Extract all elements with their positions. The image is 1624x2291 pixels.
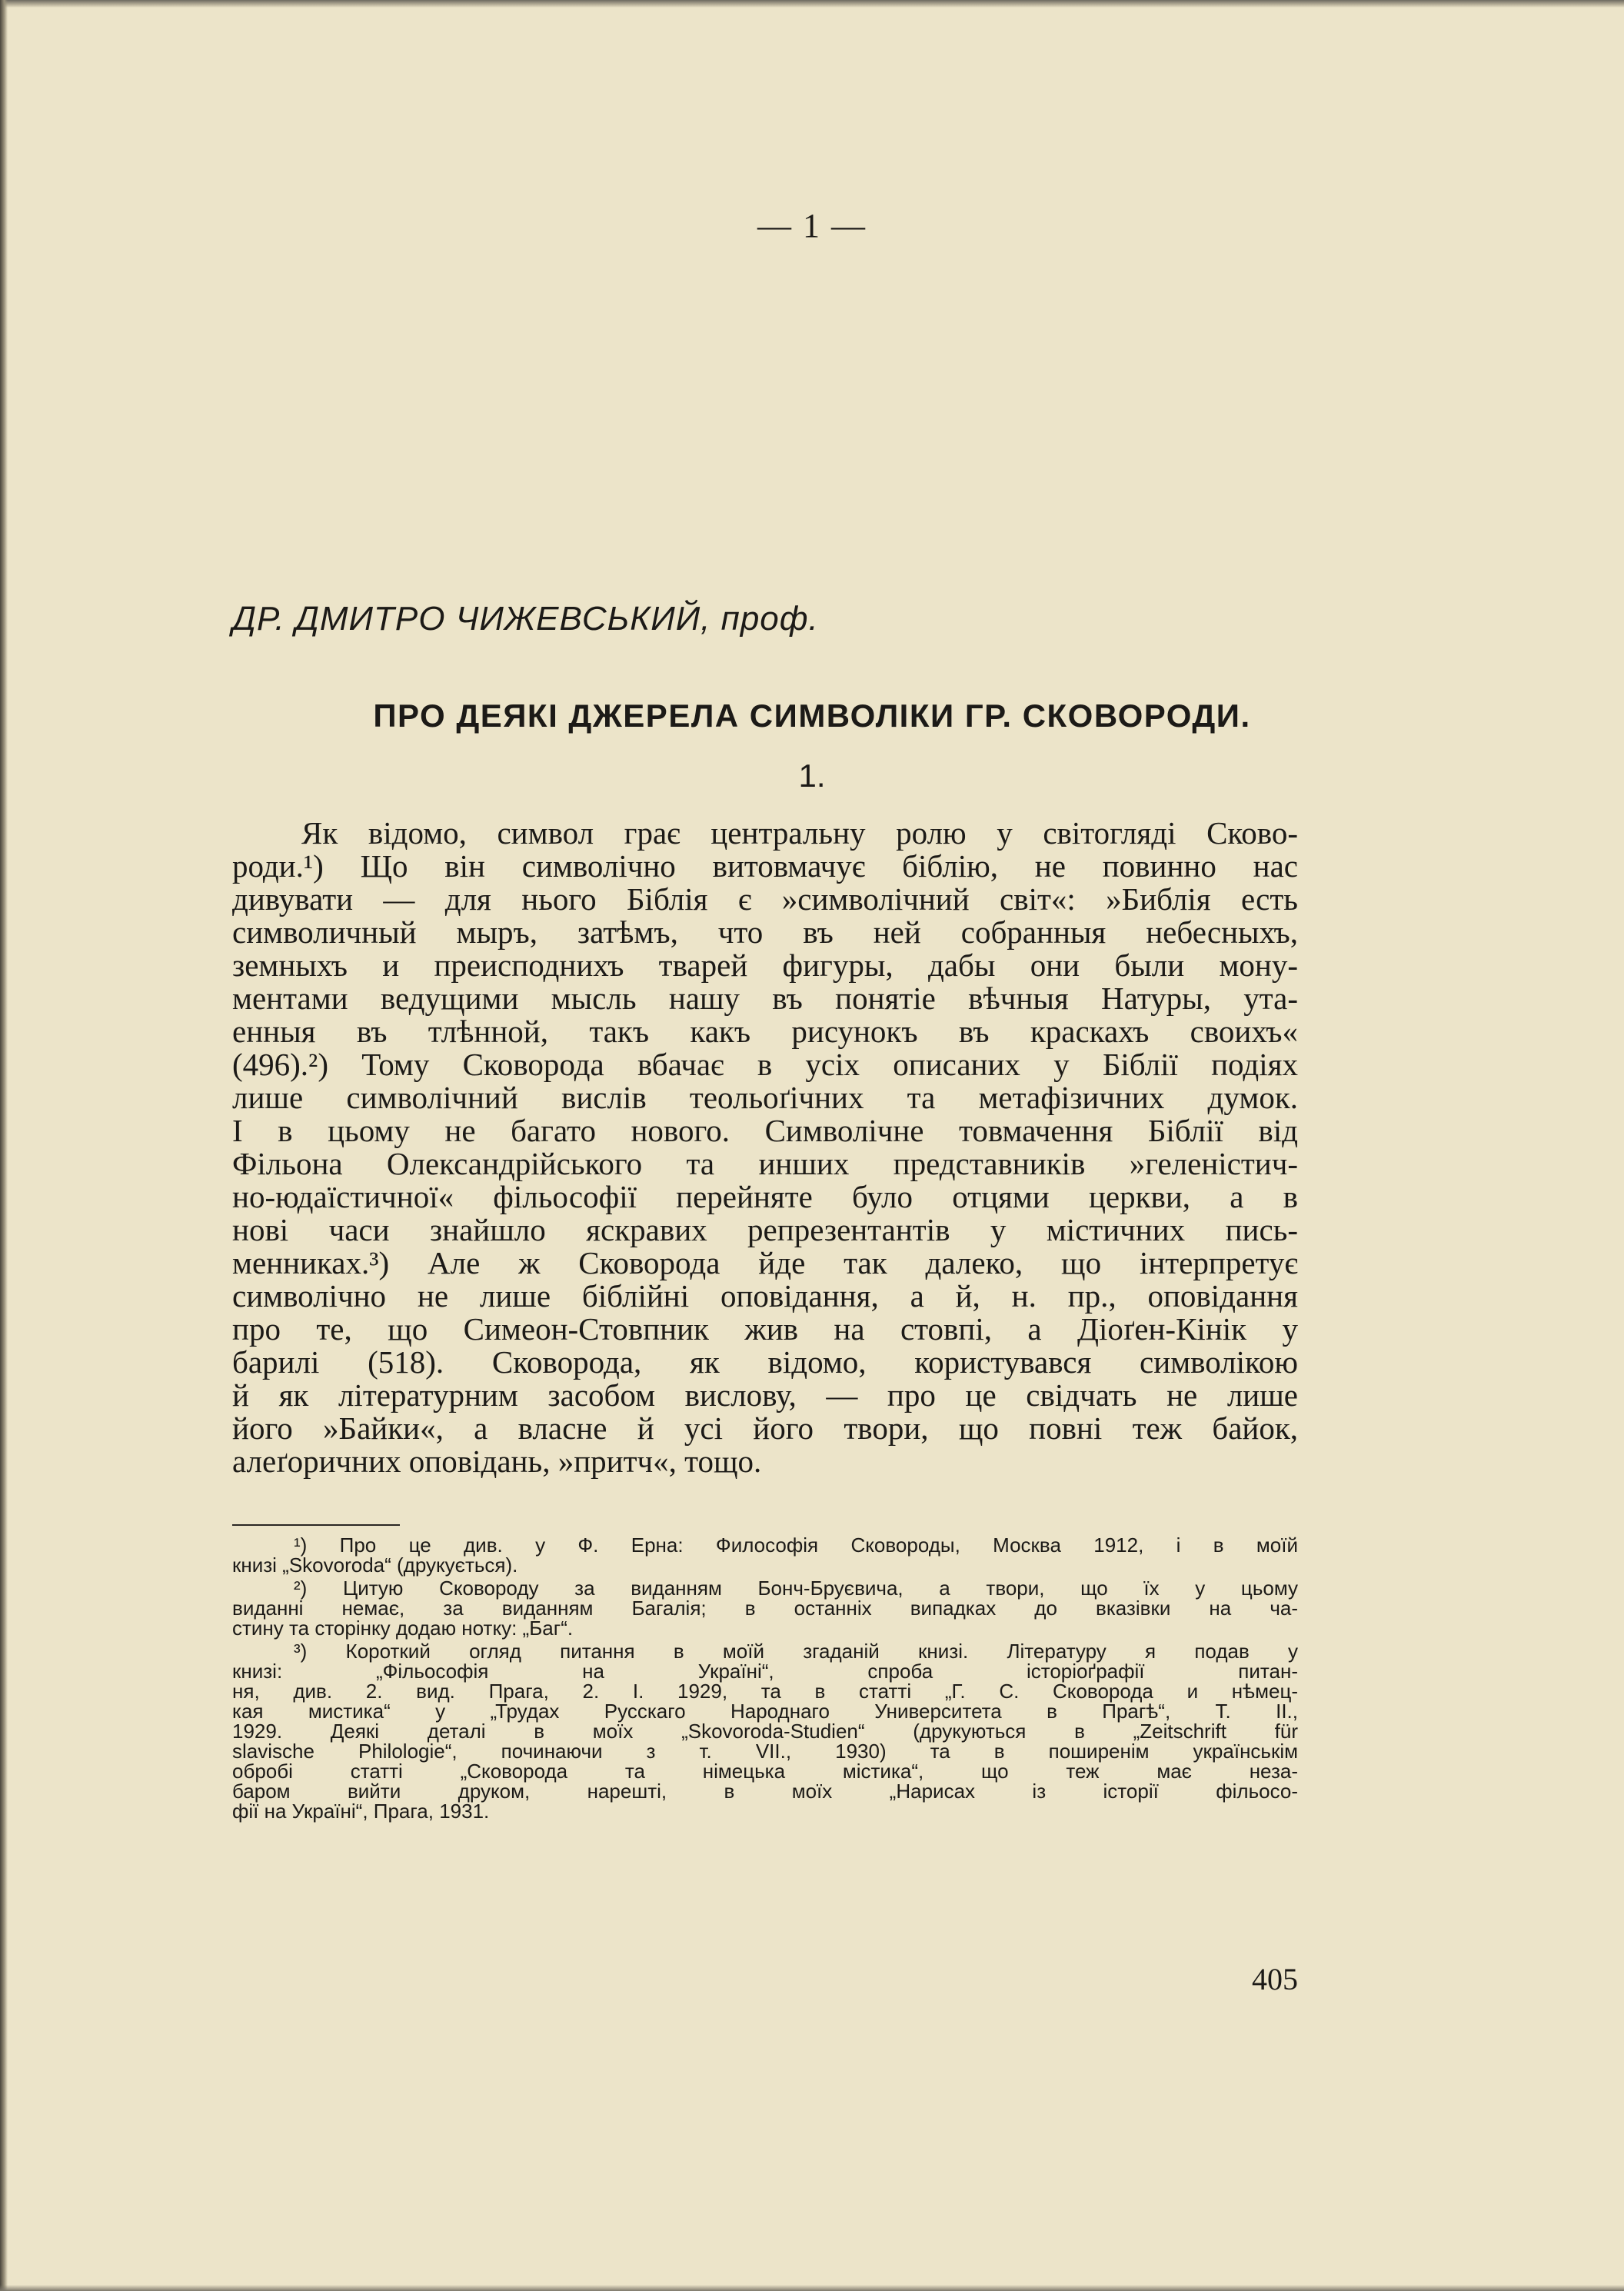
body-line: лише символічний вислів теольоґічних та метафізичних думок. — [232, 1080, 1298, 1115]
body-line: символичный мыръ, затѣмъ, что въ ней собранныя небесныхъ, — [232, 914, 1298, 950]
body-line: барилі (518). Сковорода, як відомо, користувався символікою — [232, 1344, 1298, 1380]
body-line: І в цьому не багато нового. Символічне товмачення Біблії від — [232, 1113, 1298, 1148]
body-line: но-юдаїстичної« фільософії перейняте було отцями церкви, а в — [232, 1179, 1298, 1214]
footnote-line: баром вийти друком, нарешті, в моїх „Нарисах із історії фільосо- — [232, 1780, 1298, 1803]
footnote-line: ²) Цитую Сковороду за виданням Бонч-Бруєвича, а твори, що їх у цьому — [294, 1577, 1298, 1600]
footnote-line: ня, див. 2. вид. Прага, 2. I. 1929, та в статті „Г. С. Сковорода и нѣмец- — [232, 1680, 1298, 1703]
footnote-line: книзі „Skovoroda“ (друкується). — [232, 1553, 518, 1577]
footnote-line: ¹) Про це див. у Ф. Ерна: Философія Сковороды, Москва 1912, і в моїй — [294, 1533, 1298, 1557]
body-line: про те, що Симеон-Стовпник жив на стовпі, а Діоґен-Кінік у — [232, 1311, 1298, 1347]
page-number-bottom: 405 — [1252, 1962, 1298, 1996]
body-line: символічно не лише біблійні оповідання, а й, н. пр., оповідання — [232, 1278, 1298, 1314]
body-line: ментами ведущими мысль нашу въ понятіе вѣчныя Натуры, ута- — [232, 981, 1298, 1016]
footnote-line: кая мистика“ у „Трудах Русскаго Народнаго Университета в Прагѣ“, Т. II., — [232, 1700, 1298, 1723]
footnote-line: книзі: „Фільософія на Україні“, спроба історіоґрафії питан- — [232, 1660, 1298, 1683]
page-binding-shadow — [0, 0, 8, 2291]
author-line: ДР. ДМИТРО ЧИЖЕВСЬКИЙ, проф. — [232, 600, 819, 638]
page-number-top: — 1 — — [757, 207, 867, 245]
body-line: нові часи знайшло яскравих репрезентантів у містичних пись- — [232, 1212, 1298, 1247]
footnote-line: виданні немає, за виданням Багалія; в останніх випадках до вказівки на ча- — [232, 1597, 1298, 1620]
footnote-3 — [232, 1641, 1298, 1821]
footnote-line: slavische Philologie“, починаючи з т. VII., 1930) та в поширенім українськім — [232, 1740, 1298, 1763]
body-line: менниках.³) Але ж Сковорода йде так далеко, що інтерпретує — [232, 1245, 1298, 1280]
footnote-line: ³) Короткий огляд питання в моїй згаданій книзі. Літературу я подав у — [294, 1640, 1298, 1663]
body-line: Фільона Олександрійського та инших представників »геленістич- — [232, 1146, 1298, 1181]
body-line: роди.¹) Що він символічно витовмачує біблію, не повинно нас — [232, 848, 1298, 884]
page-bottom-shadow — [0, 2285, 1624, 2291]
footnote-line: стину та сторінку додаю нотку: „Баг“. — [232, 1617, 574, 1640]
body-line: Як відомо, символ грає центральну ролю у світогляді Сково- — [301, 815, 1298, 851]
body-line: земныхъ и преисподнихъ тварей фигуры, дабы они были мону- — [232, 947, 1298, 983]
body-line: енныя въ тлѣнной, такъ какъ рисунокъ въ краскахъ своихъ« — [232, 1014, 1298, 1049]
section-number: 1. — [798, 758, 826, 794]
body-line: й як літературним засобом вислову, — про це свідчать не лише — [232, 1377, 1298, 1413]
body-line: його »Байки«, а власне й усі його твори, що повні теж байок, — [232, 1410, 1298, 1446]
body-line: алеґоричних оповідань, »притч«, тощо. — [232, 1444, 762, 1479]
body-line: (496).²) Тому Сковорода вбачає в усіх описаних у Біблії подіях — [232, 1047, 1298, 1082]
body-line: дивувати — для нього Біблія є »символічний світ«: »Библія есть — [232, 881, 1298, 917]
footnote-line: 1929. Деякі деталі в моїх „Skovoroda-Studien“ (друкуються в „Zeitschrift für — [232, 1720, 1298, 1743]
footnote-line: обробі статті „Сковорода та німецька містика“, що теж має неза- — [232, 1760, 1298, 1783]
footnote-divider — [232, 1524, 400, 1526]
footnote-2 — [232, 1578, 1298, 1638]
footnotes — [232, 1535, 1298, 1821]
page-top-shadow — [0, 0, 1624, 8]
footnote-line: фії на Україні“, Прага, 1931. — [232, 1800, 490, 1823]
body-text — [232, 817, 1298, 1478]
article-title: ПРО ДЕЯКІ ДЖЕРЕЛА СИМВОЛІКИ ГР. СКОВОРОДИ. — [373, 698, 1251, 734]
footnote-1 — [232, 1535, 1298, 1575]
